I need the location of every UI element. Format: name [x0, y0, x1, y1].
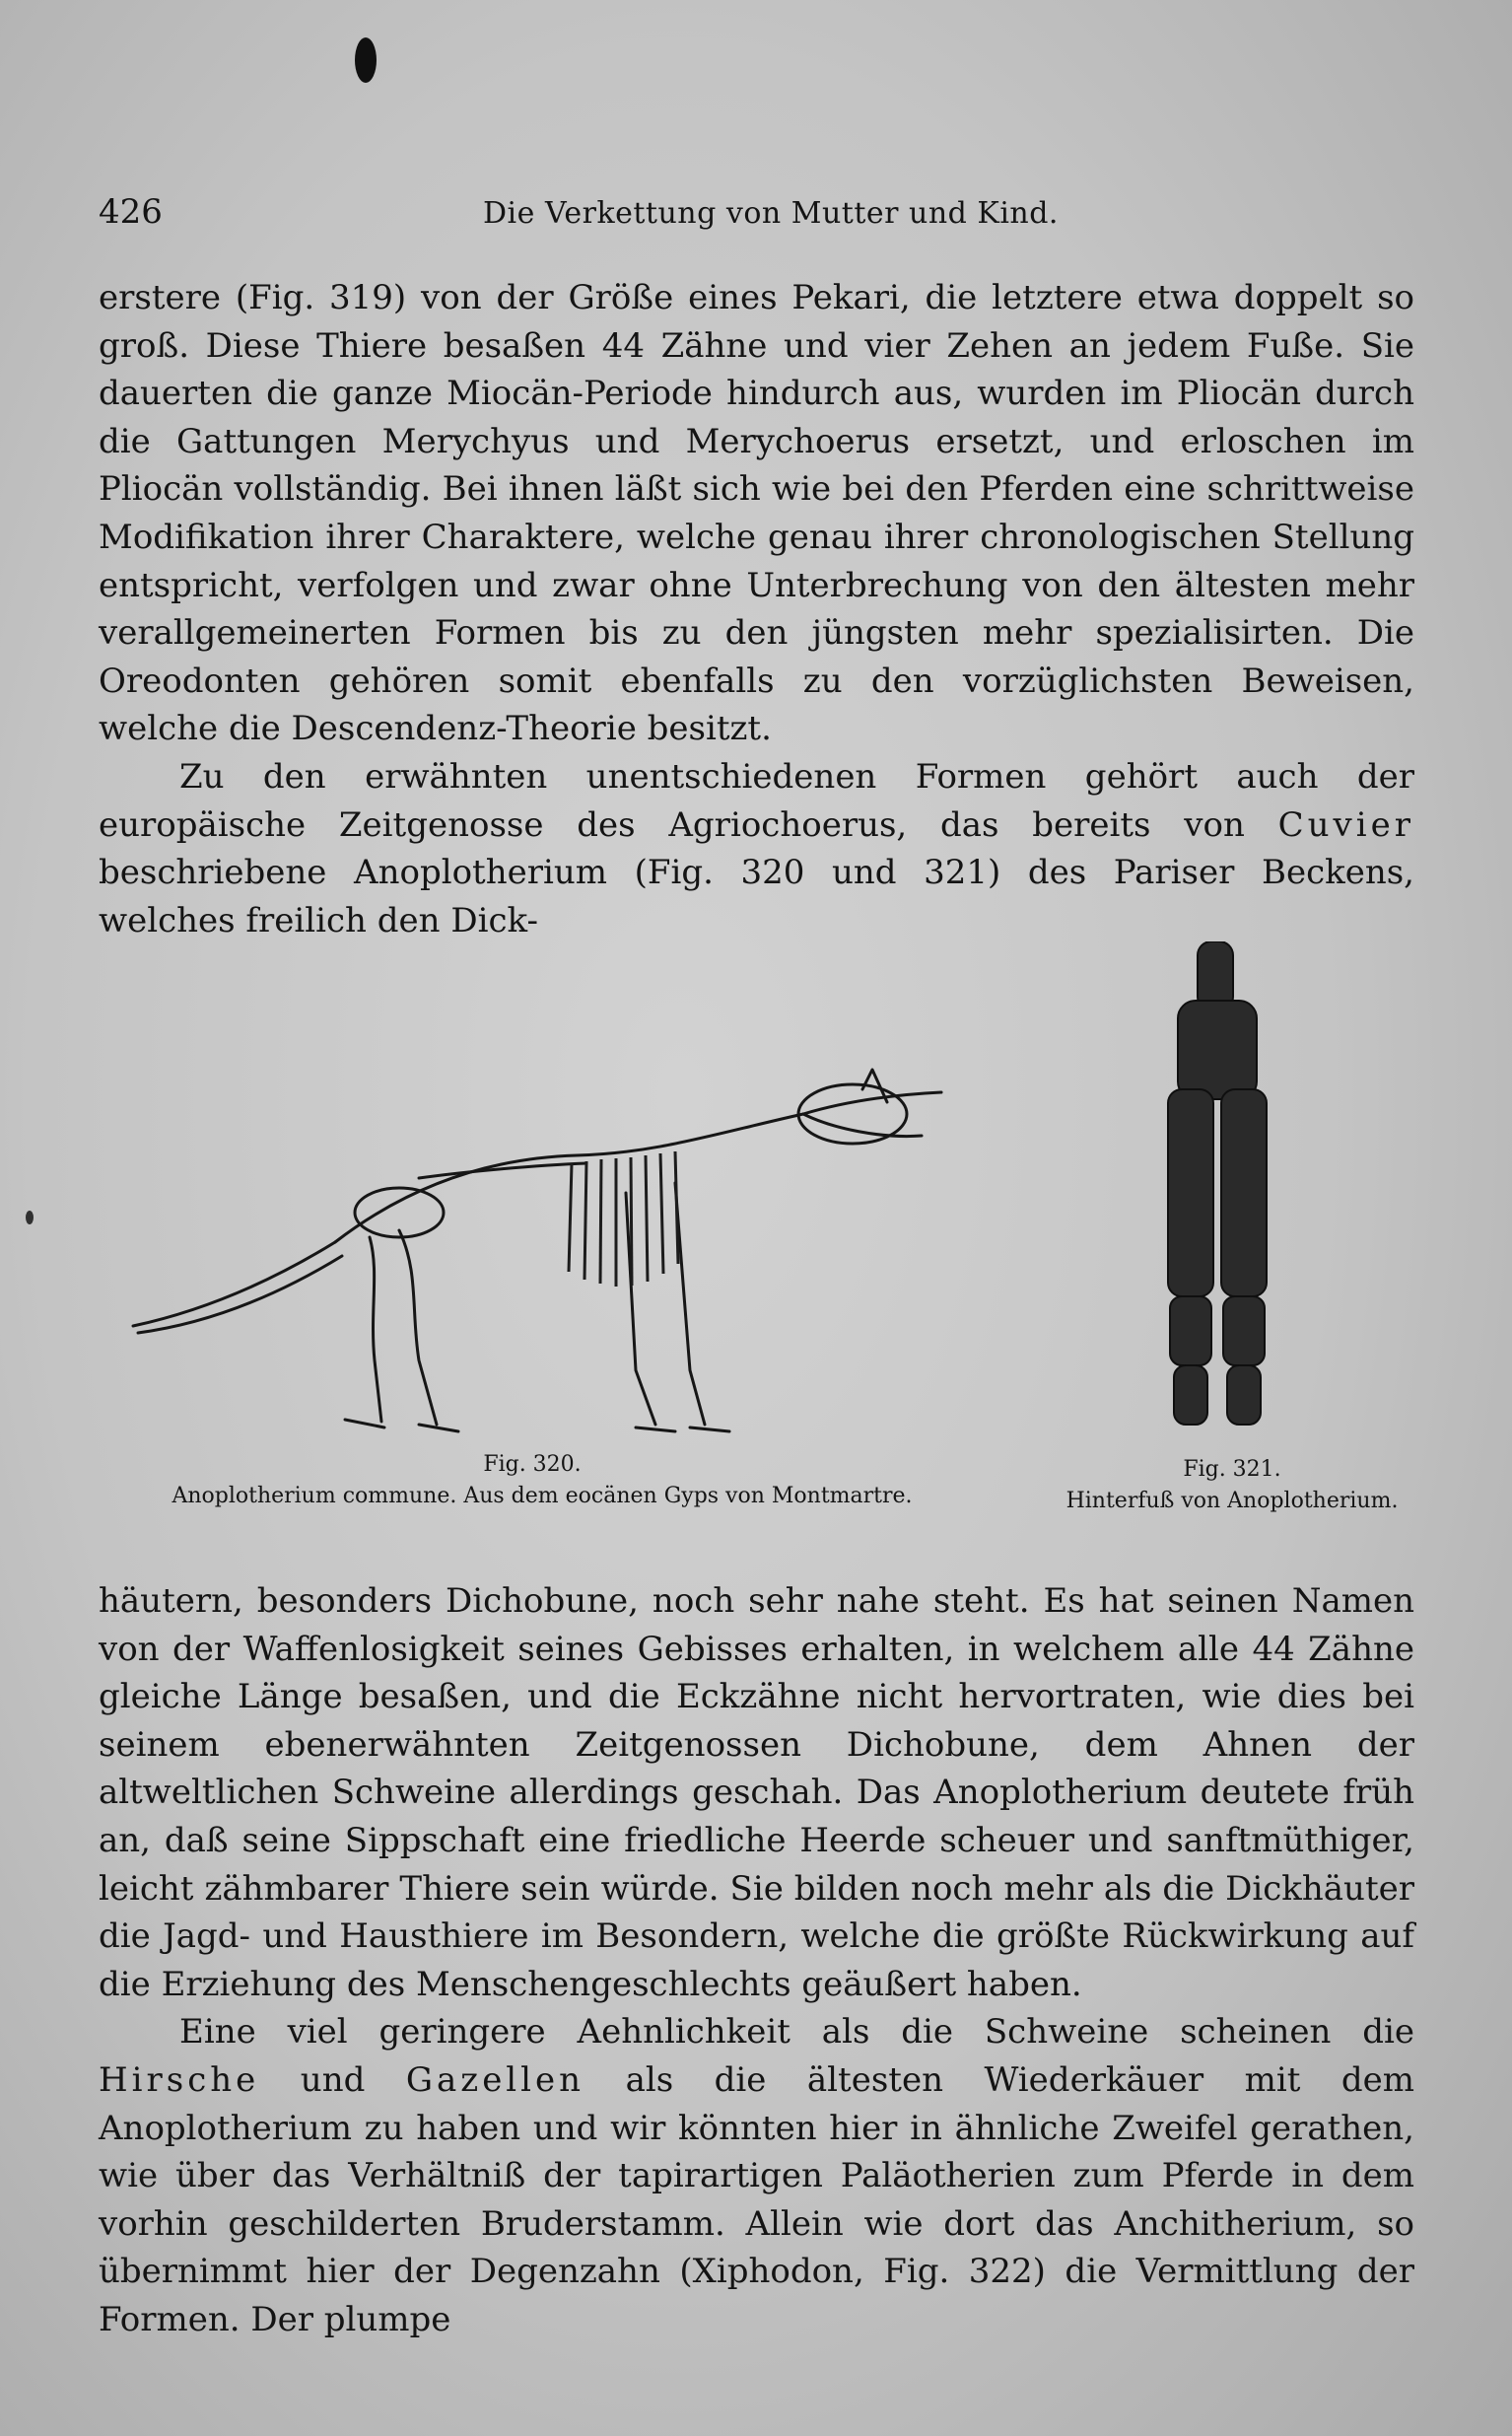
figure-320-label: Fig. 320.: [483, 1452, 582, 1477]
spaced-word: Hirsche: [99, 2059, 260, 2100]
anoplotherium-skeleton-illustration: [123, 1045, 991, 1439]
page-header: [99, 192, 1414, 242]
paragraph: Eine viel geringere Aehnlichkeit als die Schweine scheinen die Hirsche und Gazellen als die ältesten Wiederkäuer mit dem Anoplotherium zu haben und wir könnten hier in ähnliche Zweifel gerathen, wie über das Verhältniß der tapirartigen Paläotherien zum Pferde in dem vorhin geschilderten Bruderstamm. Allein wie dort das Anchitherium, so übernimmt hier der Degenzahn (Xiphodon, Fig. 322) die Vermittlung der Formen. Der plumpe: [99, 2012, 1414, 2339]
figure-321-label: Fig. 321.: [1183, 1457, 1281, 1482]
text-block-bottom: [99, 1577, 1414, 2344]
spaced-word: Gazellen: [405, 2059, 585, 2100]
spaced-name: Cuvier: [1277, 804, 1414, 845]
figure-320-caption: Anoplotherium commune. Aus dem eocänen Gyps von Montmartre.: [172, 1484, 913, 1508]
ink-speck: [26, 1211, 34, 1224]
page-number: 426: [99, 192, 163, 232]
ink-smudge: [355, 37, 377, 83]
paragraph: häutern, besonders Dichobune, noch sehr nahe steht. Es hat seinen Namen von der Waffenlosigkeit seines Gebisses erhalten, in welchem alle 44 Zähne gleiche Länge besaßen, und die Eckzähne nicht hervortraten, wie dies bei seinem ebenerwähnten Zeitgenossen Dichobune, dem Ahnen der altweltlichen Schweine allerdings geschah. Das Anoplotherium deutete früh an, daß seine Sippschaft eine friedliche Heerde scheuer und sanftmüthiger, leicht zähmbarer Thiere sein würde. Sie bilden noch mehr als die Dickhäuter die Jagd- und Hausthiere im Besondern, welche die größte Rückwirkung auf die Erziehung des Menschengeschlechts geäußert haben.: [99, 1581, 1414, 2004]
paragraph: Zu den erwähnten unentschiedenen Formen gehört auch der europäische Zeitgenosse des Agriochoerus, das bereits von Cuvier beschriebene Anoplotherium (Fig. 320 und 321) des Pariser Beckens, welches freilich den Dick-: [99, 756, 1414, 940]
anoplotherium-hind-foot-illustration: [1158, 941, 1286, 1434]
text-block-top: [99, 274, 1414, 944]
figure-321-caption: Hinterfuß von Anoplotherium.: [1065, 1489, 1399, 1513]
running-head: Die Verkettung von Mutter und Kind.: [483, 196, 1059, 231]
paragraph: erstere (Fig. 319) von der Größe eines Pekari, die letztere etwa doppelt so groß. Diese Thiere besaßen 44 Zähne und vier Zehen an jedem Fuße. Sie dauerten die ganze Miocän-Periode hindurch aus, wurden im Pliocän durch die Gattungen Merychyus und Merychoerus ersetzt, und erloschen im Pliocän vollständig. Bei ihnen läßt sich wie bei den Pferden eine schrittweise Modifikation ihrer Charaktere, welche genau ihrer chronologischen Stellung entspricht, verfolgen und zwar ohne Unterbrechung von den ältesten mehr verallgemeinerten Formen bis zu den jüngsten mehr spezialisirten. Die Oreodonten gehören somit ebenfalls zu den vorzüglichsten Beweisen, welche die Descendenz-Theorie besitzt.: [99, 278, 1414, 749]
